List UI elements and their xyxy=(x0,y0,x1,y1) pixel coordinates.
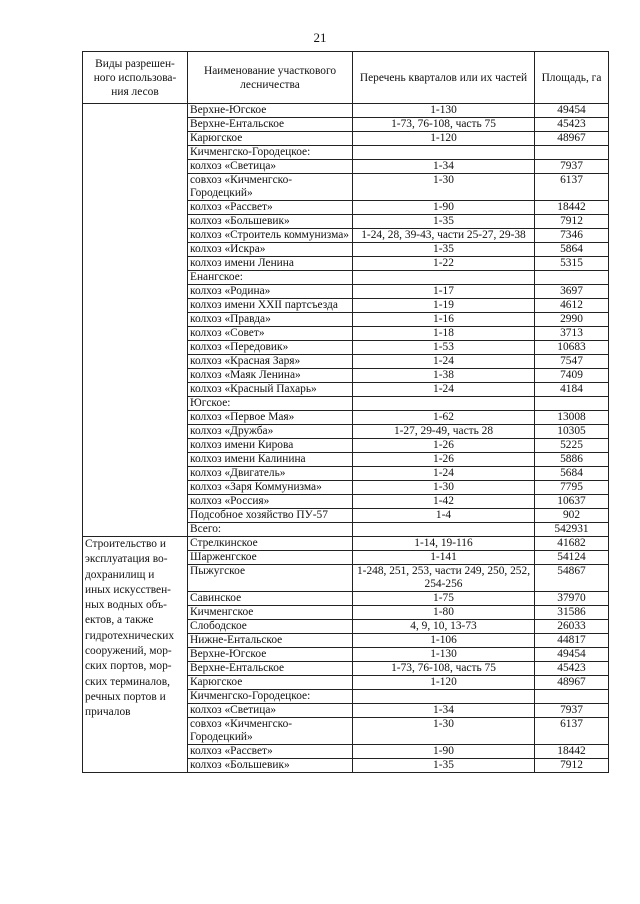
area-cell: 542931 xyxy=(535,523,609,537)
page-number: 21 xyxy=(313,30,327,45)
area-cell: 45423 xyxy=(535,118,609,132)
forestry-name-cell: колхоз имени Ленина xyxy=(188,257,353,271)
forestry-name-cell: Енангское: xyxy=(188,271,353,285)
forestry-name-cell: колхоз «Передовик» xyxy=(188,341,353,355)
area-cell: 18442 xyxy=(535,201,609,215)
quarters-cell: 1-90 xyxy=(353,745,535,759)
forestry-name-cell: Пыжугское xyxy=(188,565,353,592)
area-cell: 3697 xyxy=(535,285,609,299)
quarters-cell: 1-42 xyxy=(353,495,535,509)
area-cell: 5225 xyxy=(535,439,609,453)
forestry-name-cell: Карюгское xyxy=(188,676,353,690)
use-type-line: гидротехнических xyxy=(85,629,175,642)
area-cell: 7912 xyxy=(535,759,609,773)
area-cell: 7937 xyxy=(535,160,609,174)
quarters-cell: 4, 9, 10, 13-73 xyxy=(353,620,535,634)
use-type-line: эксплуатация во- xyxy=(85,553,168,566)
quarters-cell: 1-248, 251, 253, части 249, 250, 252, 254-256 xyxy=(353,565,535,592)
quarters-cell: 1-130 xyxy=(353,104,535,118)
forestry-name-cell: колхоз «Двигатель» xyxy=(188,467,353,481)
area-cell: 6137 xyxy=(535,174,609,201)
use-type-line: дохранилищ и xyxy=(85,568,155,581)
forestry-name-cell: колхоз «Заря Коммунизма» xyxy=(188,481,353,495)
quarters-cell: 1-24, 28, 39-43, части 25-27, 29-38 xyxy=(353,229,535,243)
use-type-line: причалов xyxy=(85,706,131,719)
quarters-cell: 1-62 xyxy=(353,411,535,425)
quarters-cell: 1-130 xyxy=(353,648,535,662)
area-cell: 2990 xyxy=(535,313,609,327)
quarters-cell: 1-80 xyxy=(353,606,535,620)
quarters-cell: 1-4 xyxy=(353,509,535,523)
quarters-cell: 1-30 xyxy=(353,174,535,201)
quarters-cell: 1-27, 29-49, часть 28 xyxy=(353,425,535,439)
table-row xyxy=(83,537,609,551)
header-quarters: Перечень кварталов или их частей xyxy=(353,52,535,104)
quarters-cell xyxy=(353,523,535,537)
use-type-line: ских терминалов, xyxy=(85,675,170,688)
forestry-name-cell: колхоз «Рассвет» xyxy=(188,201,353,215)
area-cell: 5864 xyxy=(535,243,609,257)
forestry-name-cell: колхоз «Россия» xyxy=(188,495,353,509)
forestry-name-cell: колхоз «Правда» xyxy=(188,313,353,327)
area-cell: 18442 xyxy=(535,745,609,759)
area-cell: 26033 xyxy=(535,620,609,634)
area-cell: 7912 xyxy=(535,215,609,229)
area-cell: 5886 xyxy=(535,453,609,467)
quarters-cell xyxy=(353,690,535,704)
area-cell: 13008 xyxy=(535,411,609,425)
forestry-name-cell: Кичменгское xyxy=(188,606,353,620)
area-cell: 41682 xyxy=(535,537,609,551)
quarters-cell: 1-16 xyxy=(353,313,535,327)
area-cell: 7937 xyxy=(535,704,609,718)
area-cell: 49454 xyxy=(535,648,609,662)
quarters-cell: 1-73, 76-108, часть 75 xyxy=(353,662,535,676)
use-type-line: ных водных объ- xyxy=(85,599,167,612)
area-cell: 54867 xyxy=(535,565,609,592)
quarters-cell: 1-38 xyxy=(353,369,535,383)
area-cell xyxy=(535,690,609,704)
forestry-name-cell: колхоз имени XXII партсъезда xyxy=(188,299,353,313)
forestry-name-cell: Шарженгское xyxy=(188,551,353,565)
quarters-cell: 1-19 xyxy=(353,299,535,313)
quarters-cell: 1-22 xyxy=(353,257,535,271)
forestry-name-cell: колхоз «Маяк Ленина» xyxy=(188,369,353,383)
quarters-cell: 1-75 xyxy=(353,592,535,606)
forestry-name-cell: Савинское xyxy=(188,592,353,606)
forestry-name-cell: Верхне-Ентальское xyxy=(188,662,353,676)
area-cell xyxy=(535,397,609,411)
forestry-name-cell: колхоз «Светица» xyxy=(188,160,353,174)
forestry-name-cell: колхоз «Большевик» xyxy=(188,215,353,229)
forestry-name-cell: Верхне-Югское xyxy=(188,104,353,118)
quarters-cell xyxy=(353,271,535,285)
quarters-cell: 1-26 xyxy=(353,453,535,467)
quarters-cell: 1-17 xyxy=(353,285,535,299)
forestry-name-cell: колхоз «Искра» xyxy=(188,243,353,257)
use-type-line: ских портов, мор- xyxy=(85,660,172,673)
quarters-cell: 1-24 xyxy=(353,467,535,481)
forestry-name-cell: Югское: xyxy=(188,397,353,411)
quarters-cell: 1-14, 19-116 xyxy=(353,537,535,551)
quarters-cell: 1-24 xyxy=(353,355,535,369)
area-cell: 10683 xyxy=(535,341,609,355)
area-cell: 45423 xyxy=(535,662,609,676)
forestry-name-cell: Карюгское xyxy=(188,132,353,146)
area-cell: 3713 xyxy=(535,327,609,341)
area-cell: 54124 xyxy=(535,551,609,565)
table-header-row xyxy=(83,52,609,104)
quarters-cell: 1-34 xyxy=(353,704,535,718)
forestry-name-cell: колхоз «Красный Пахарь» xyxy=(188,383,353,397)
quarters-cell: 1-35 xyxy=(353,759,535,773)
quarters-cell: 1-120 xyxy=(353,132,535,146)
quarters-cell xyxy=(353,146,535,160)
forestry-name-cell: колхоз имени Калинина xyxy=(188,453,353,467)
quarters-cell: 1-120 xyxy=(353,676,535,690)
use-type-line: сооружений, мор- xyxy=(85,645,172,658)
quarters-cell: 1-141 xyxy=(353,551,535,565)
forestry-name-cell: Слободское xyxy=(188,620,353,634)
use-type-cell-continued xyxy=(83,104,188,537)
area-cell: 6137 xyxy=(535,718,609,745)
area-cell: 5315 xyxy=(535,257,609,271)
area-cell xyxy=(535,146,609,160)
land-use-table xyxy=(82,51,609,773)
use-type-line: Строительство и xyxy=(85,538,166,550)
use-type-line: ектов, а также xyxy=(85,614,154,627)
header-area: Площадь, га xyxy=(535,52,609,104)
quarters-cell: 1-24 xyxy=(353,383,535,397)
forestry-name-cell: колхоз «Строитель коммунизма» xyxy=(188,229,353,243)
area-cell: 10305 xyxy=(535,425,609,439)
forestry-name-cell: Верхне-Югское xyxy=(188,648,353,662)
area-cell: 48967 xyxy=(535,132,609,146)
use-type-line: речных портов и xyxy=(85,690,166,703)
forestry-name-cell: колхоз «Дружба» xyxy=(188,425,353,439)
area-cell: 31586 xyxy=(535,606,609,620)
forestry-name-cell: Всего: xyxy=(188,523,353,537)
forestry-name-cell: колхоз «Совет» xyxy=(188,327,353,341)
header-use-type: Виды разрешен-ного использова-ния лесов xyxy=(83,52,188,104)
area-cell: 49454 xyxy=(535,104,609,118)
forestry-name-cell: Верхне-Ентальское xyxy=(188,118,353,132)
forestry-name-cell: Кичменгско-Городецкое: xyxy=(188,146,353,160)
quarters-cell: 1-30 xyxy=(353,481,535,495)
quarters-cell: 1-53 xyxy=(353,341,535,355)
use-type-line: иных искусствен- xyxy=(85,583,171,596)
area-cell: 5684 xyxy=(535,467,609,481)
area-cell: 44817 xyxy=(535,634,609,648)
forestry-name-cell: колхоз «Первое Мая» xyxy=(188,411,353,425)
forestry-name-cell: совхоз «Кичменгско-Городецкий» xyxy=(188,174,353,201)
forestry-name-cell: колхоз «Рассвет» xyxy=(188,745,353,759)
area-cell: 7409 xyxy=(535,369,609,383)
forestry-name-cell: Кичменгско-Городецкое: xyxy=(188,690,353,704)
quarters-cell: 1-34 xyxy=(353,160,535,174)
table-row xyxy=(83,104,609,118)
quarters-cell: 1-73, 76-108, часть 75 xyxy=(353,118,535,132)
area-cell: 7795 xyxy=(535,481,609,495)
quarters-cell xyxy=(353,397,535,411)
quarters-cell: 1-90 xyxy=(353,201,535,215)
area-cell: 10637 xyxy=(535,495,609,509)
quarters-cell: 1-35 xyxy=(353,215,535,229)
forestry-name-cell: колхоз «Родина» xyxy=(188,285,353,299)
use-type-cell-construction xyxy=(83,537,188,773)
area-cell: 4612 xyxy=(535,299,609,313)
forestry-name-cell: совхоз «Кичменгско-Городецкий» xyxy=(188,718,353,745)
forestry-name-cell: колхоз «Красная Заря» xyxy=(188,355,353,369)
area-cell: 4184 xyxy=(535,383,609,397)
quarters-cell: 1-18 xyxy=(353,327,535,341)
forestry-name-cell: Подсобное хозяйство ПУ-57 xyxy=(188,509,353,523)
quarters-cell: 1-26 xyxy=(353,439,535,453)
forestry-name-cell: колхоз «Светица» xyxy=(188,704,353,718)
area-cell: 902 xyxy=(535,509,609,523)
area-cell: 7346 xyxy=(535,229,609,243)
forestry-name-cell: колхоз имени Кирова xyxy=(188,439,353,453)
quarters-cell: 1-30 xyxy=(353,718,535,745)
area-cell xyxy=(535,271,609,285)
header-forestry: Наименование участкового лесничества xyxy=(188,52,353,104)
area-cell: 37970 xyxy=(535,592,609,606)
quarters-cell: 1-35 xyxy=(353,243,535,257)
forestry-name-cell: колхоз «Большевик» xyxy=(188,759,353,773)
quarters-cell: 1-106 xyxy=(353,634,535,648)
forestry-name-cell: Стрелкинское xyxy=(188,537,353,551)
area-cell: 48967 xyxy=(535,676,609,690)
forestry-name-cell: Нижне-Ентальское xyxy=(188,634,353,648)
area-cell: 7547 xyxy=(535,355,609,369)
